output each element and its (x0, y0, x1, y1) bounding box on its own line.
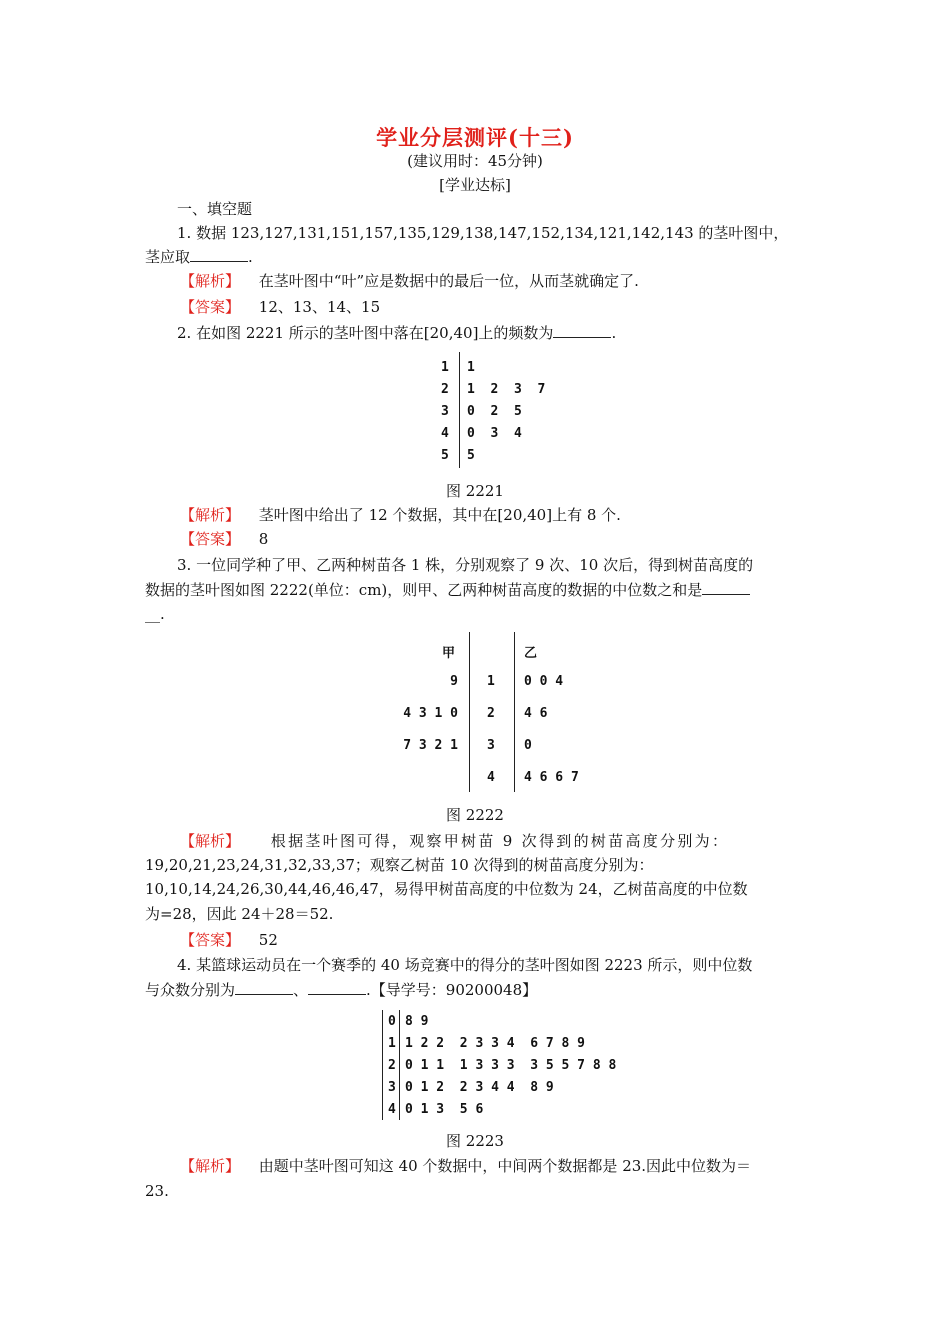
q2-analysis (180, 504, 621, 526)
left-leaf-values: 7 3 2 1 (403, 738, 458, 753)
q1-text-line2 (145, 246, 253, 268)
answer-text: 12、13、14、15 (258, 298, 381, 316)
q1-analysis (180, 270, 639, 292)
q3-text-prefix: 数据的茎叶图如图 2222(单位：cm)，则甲、乙两种树苗高度的数据的中位数之和是 (145, 581, 703, 599)
q3-answer-blank (702, 580, 750, 595)
stem-value: 5 (441, 448, 449, 463)
q4-text-line1: 4. 某篮球运动员在一个赛季的 40 场竞赛中的得分的茎叶图如图 2223 所示，则中位数 (177, 956, 753, 974)
stem-value: 1 (388, 1036, 396, 1051)
right-header: 乙 (524, 646, 538, 661)
leaf-values: 1 2 2 2 3 3 4 6 7 8 9 (405, 1036, 586, 1051)
leaf-values: 0 1 2 2 3 4 4 8 9 (405, 1080, 554, 1095)
q3-text-line3: __. (145, 605, 165, 623)
q2-text-prefix: 2. 在如图 2221 所示的茎叶图中落在[20,40]上的频数为 (177, 324, 554, 342)
q2-answer-blank (553, 323, 611, 338)
left-divider (469, 632, 470, 792)
q3-analysis-line4: 为=28，因此 24＋28＝52. (145, 905, 334, 923)
analysis-text: 由题中茎叶图可知这 40 个数据中，中间两个数据都是 23.因此中位数为＝ (258, 1157, 752, 1175)
stem-value: 1 (441, 360, 449, 375)
analysis-tag: 【解析】 (180, 272, 241, 290)
stem-value: 3 (388, 1080, 396, 1095)
page-title: 学业分层测评(十三) (376, 125, 574, 150)
q3-answer (180, 929, 278, 951)
q4-analysis-line2: 23. (145, 1182, 169, 1200)
leaf-values: 0 1 1 1 3 3 3 3 5 5 7 8 8 (405, 1058, 617, 1073)
analysis-tag: 【解析】 (180, 832, 241, 850)
right-leaf-values: 0 (524, 738, 532, 753)
answer-text: 52 (258, 931, 278, 949)
stem-value: 4 (441, 426, 449, 441)
leaf-values: 5 (467, 448, 475, 463)
analysis-text: 茎叶图中给出了 12 个数据，其中在[20,40]上有 8 个. (258, 506, 621, 524)
leaf-values: 8 9 (405, 1014, 429, 1029)
stem-divider (459, 352, 460, 468)
leaf-values: 0 3 4 (467, 426, 522, 441)
q3-analysis-line2: 19,20,21,23,24,31,32,33,37；观察乙树苗 10 次得到的树苗高度分别为： (145, 856, 654, 874)
right-leaf-values: 4 6 (524, 706, 548, 721)
answer-tag: 【答案】 (180, 530, 241, 548)
q2-text-line1 (177, 322, 616, 344)
stem-value: 4 (487, 770, 495, 785)
stem-value: 2 (388, 1058, 396, 1073)
q1-answer-blank (190, 247, 248, 262)
analysis-text: 在茎叶图中“叶”应是数据中的最后一位，从而茎就确定了. (258, 272, 639, 290)
q1-text-line1: 1. 数据 123,127,131,151,157,135,129,138,147,152,134,121,142,143 的茎叶图中， (177, 224, 789, 242)
q1-answer (180, 296, 380, 318)
q3-text-line1: 3. 一位同学种了甲、乙两种树苗各 1 株，分别观察了 9 次、10 次后，得到树苗高度的 (177, 556, 754, 574)
answer-tag: 【答案】 (180, 298, 241, 316)
analysis-tag: 【解析】 (180, 506, 241, 524)
figure-caption: 图 2222 (446, 806, 504, 824)
stem-value: 4 (388, 1102, 396, 1117)
stem-divider (399, 1010, 400, 1120)
stem-value: 2 (487, 706, 495, 721)
q3-analysis-line3: 10,10,14,24,26,30,44,46,46,47，易得甲树苗高度的中位数为 24，乙树苗高度的中位数 (145, 880, 748, 898)
stem-value: 1 (487, 674, 495, 689)
leaf-values: 0 2 5 (467, 404, 522, 419)
figure-caption: 图 2221 (446, 482, 504, 500)
stem-value: 3 (487, 738, 495, 753)
right-leaf-values: 0 0 4 (524, 674, 564, 689)
outer-border (382, 1010, 383, 1120)
q4-mode-blank (308, 980, 366, 995)
q4-text-prefix: 与众数分别为 (145, 981, 236, 999)
q3-text-line2 (145, 579, 750, 601)
q2-text-suffix: . (611, 324, 617, 342)
stem-value: 0 (388, 1014, 396, 1029)
leaf-values: 1 (467, 360, 475, 375)
q4-separator: 、 (293, 981, 309, 999)
answer-tag: 【答案】 (180, 931, 241, 949)
part-heading: 一、填空题 (177, 200, 253, 218)
q4-median-blank (235, 980, 293, 995)
leaf-values: 1 2 3 7 (467, 382, 546, 397)
analysis-tag: 【解析】 (180, 1157, 241, 1175)
right-divider (514, 632, 515, 792)
q2-answer (180, 528, 268, 550)
stem-value: 2 (441, 382, 449, 397)
left-leaf-values: 9 (450, 674, 458, 689)
analysis-text: 根据茎叶图可得，观察甲树苗 9 次得到的树苗高度分别为： (270, 832, 730, 850)
answer-text: 8 (258, 530, 269, 548)
q4-text-suffix: .【导学号：90200048】 (366, 981, 538, 999)
q1-text-suffix: . (248, 248, 253, 266)
q4-analysis-line1 (180, 1155, 751, 1177)
left-header: 甲 (442, 646, 456, 661)
q1-text-prefix: 茎应取 (145, 248, 191, 266)
stem-value: 3 (441, 404, 449, 419)
time-hint: (建议用时：45分钟) (407, 152, 543, 170)
q3-analysis-line1 (180, 830, 729, 852)
section-label: [学业达标] (439, 176, 511, 194)
leaf-values: 0 1 3 5 6 (405, 1102, 484, 1117)
right-leaf-values: 4 6 6 7 (524, 770, 579, 785)
q4-text-line2 (145, 979, 537, 1001)
figure-caption: 图 2223 (446, 1132, 504, 1150)
left-leaf-values: 4 3 1 0 (403, 706, 458, 721)
